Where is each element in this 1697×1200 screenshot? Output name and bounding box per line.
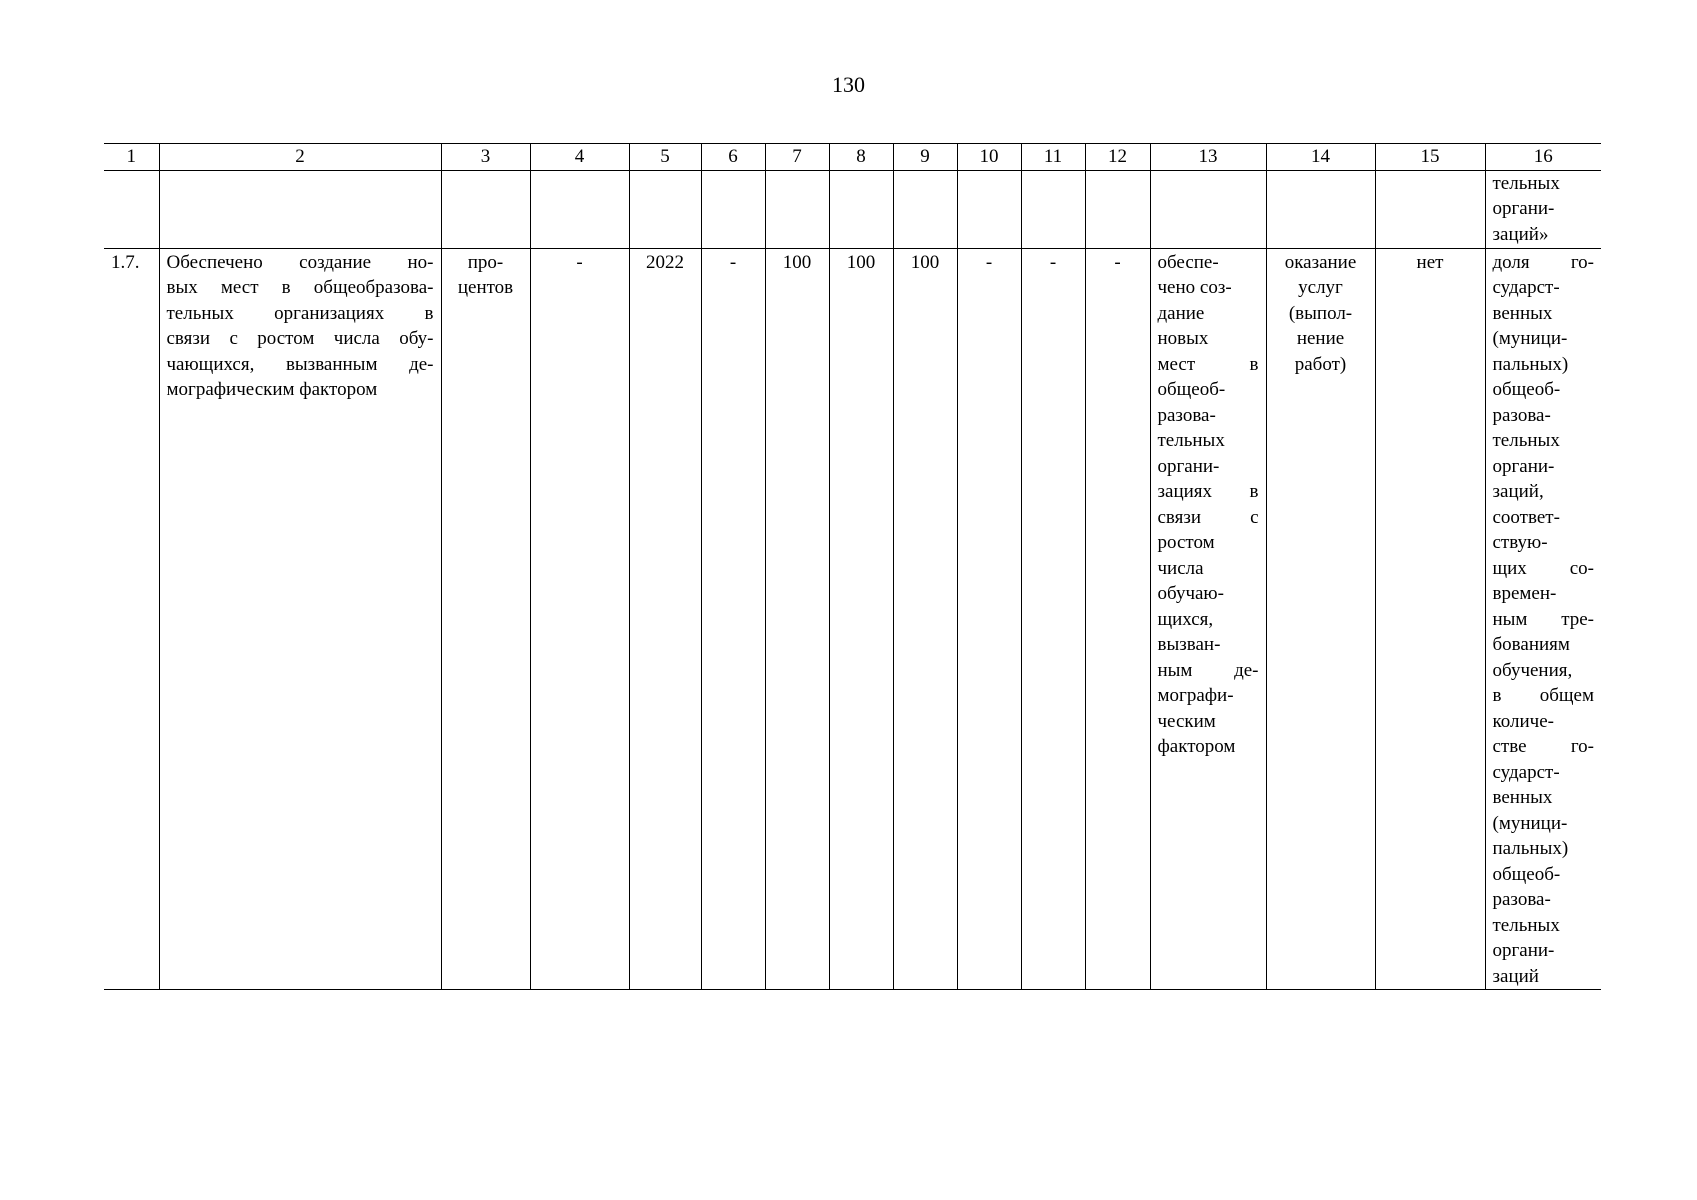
text-line: работ) [1294,353,1347,375]
row-unit [441,248,530,990]
text-line: чено соз- [1157,277,1232,298]
row-col9: 100 [893,248,957,990]
row-col6: - [701,248,765,990]
text-line: заций [1492,965,1539,987]
text-line: пальных) [1492,353,1569,375]
text-line: обеспе- [1157,251,1219,273]
text-line: щих со- [1492,557,1594,579]
table-row [104,248,1601,990]
text-line: зациях в [1157,481,1259,502]
column-header-13: 13 [1150,144,1266,171]
text-line: (выпол- [1288,302,1353,324]
text-line: тельных организациях в [166,302,434,324]
text-line: тельных [1157,430,1225,451]
text-line: ростом [1157,532,1215,553]
cont-cell-12 [1085,170,1150,248]
cont-cell-13 [1150,170,1266,248]
text-line: обучения, [1492,659,1573,681]
cont-cell-15 [1375,170,1485,248]
text-line: в общем [1492,685,1594,706]
text-line: сударст- [1492,761,1560,783]
row-col5-year: 2022 [629,248,701,990]
text-line: центов [457,277,514,298]
text-line: услуг [1298,277,1343,298]
row-col15: нет [1375,248,1485,990]
cont-cell-8 [829,170,893,248]
text-line: ным тре- [1492,608,1594,630]
text-line: общеоб- [1157,379,1226,400]
text-line: мографи- [1157,685,1234,706]
text-line: пальных) [1492,838,1569,859]
text-line: сударст- [1492,277,1560,298]
column-header-4: 4 [530,144,629,171]
text-line: общеоб- [1492,379,1561,400]
text-line: числа [1157,557,1204,579]
cont-cell-3 [441,170,530,248]
row-col4: - [530,248,629,990]
column-header-14: 14 [1266,144,1375,171]
text-line: (муници- [1492,812,1568,834]
text-line: мографическим фактором [166,379,378,400]
text-line: органи- [1492,198,1555,219]
text-line: органи- [1492,455,1555,477]
cont-cell-2 [159,170,441,248]
text-line: обучаю- [1157,583,1224,604]
column-header-8: 8 [829,144,893,171]
cont-cell-6 [701,170,765,248]
row-col7: 100 [765,248,829,990]
row-description [159,248,441,990]
text-line: новых [1157,328,1209,349]
text-line: органи- [1157,455,1220,477]
text-line: органи- [1492,940,1555,961]
column-header-7: 7 [765,144,829,171]
text-line: количе- [1492,710,1554,732]
text-line: доля го- [1492,251,1594,273]
column-header-3: 3 [441,144,530,171]
column-header-2: 2 [159,144,441,171]
cont-cell-14 [1266,170,1375,248]
text-line: чающихся, вызванным де- [166,353,434,375]
column-header-15: 15 [1375,144,1485,171]
column-header-1: 1 [104,144,159,171]
text-line: мест в [1157,353,1259,375]
text-line: тельных [1492,914,1560,936]
text-line: оказание [1284,251,1357,273]
text-line: стве го- [1492,736,1594,757]
column-header-12: 12 [1085,144,1150,171]
text-line: заций, [1492,481,1544,502]
text-line: венных [1492,787,1553,808]
text-line: времен- [1492,583,1557,604]
cont-cell-9 [893,170,957,248]
text-line: (муници- [1492,328,1568,349]
text-line: щихся, [1157,608,1214,630]
row-col11: - [1021,248,1085,990]
cont-cell-4 [530,170,629,248]
text-line: венных [1492,302,1553,324]
text-line: разова- [1492,404,1551,426]
cont-cell-1 [104,170,159,248]
text-line: тельных [1492,430,1560,451]
column-header-11: 11 [1021,144,1085,171]
row-col16 [1485,248,1601,990]
text-line: разова- [1492,889,1551,910]
column-header-6: 6 [701,144,765,171]
row-col12: - [1085,248,1150,990]
page-number: 130 [832,72,865,97]
cont-cell-11 [1021,170,1085,248]
column-header-16: 16 [1485,144,1601,171]
text-line: связи с [1157,506,1259,528]
text-line: соответ- [1492,506,1560,528]
text-line: разова- [1157,404,1216,426]
indicators-table [104,143,1601,990]
text-line: связи с ростом числа обу- [166,328,434,349]
text-line: бованиям [1492,634,1570,655]
cont-cell-16 [1485,170,1601,248]
column-header-10: 10 [957,144,1021,171]
text-line: заций» [1492,223,1549,245]
column-header-5: 5 [629,144,701,171]
row-col10: - [957,248,1021,990]
text-line: тельных [1492,172,1560,194]
text-line: фактором [1157,736,1236,757]
text-line: нение [1296,328,1345,349]
column-header-9: 9 [893,144,957,171]
continuation-row [104,170,1601,248]
text-line: ным де- [1157,659,1259,681]
text-line: вызван- [1157,634,1221,655]
cont-cell-5 [629,170,701,248]
text-line: Обеспечено создание но- [166,251,434,273]
text-line: про- [467,251,504,273]
row-col8: 100 [829,248,893,990]
row-col13 [1150,248,1266,990]
cont-cell-10 [957,170,1021,248]
text-line: ствую- [1492,532,1548,553]
text-line: дание [1157,302,1205,324]
text-line: общеоб- [1492,863,1561,885]
cont-cell-7 [765,170,829,248]
text-line: вых мест в общеобразова- [166,277,434,298]
row-col14 [1266,248,1375,990]
column-number-row [104,144,1601,171]
row-number: 1.7. [104,248,159,990]
text-line: ческим [1157,710,1216,732]
